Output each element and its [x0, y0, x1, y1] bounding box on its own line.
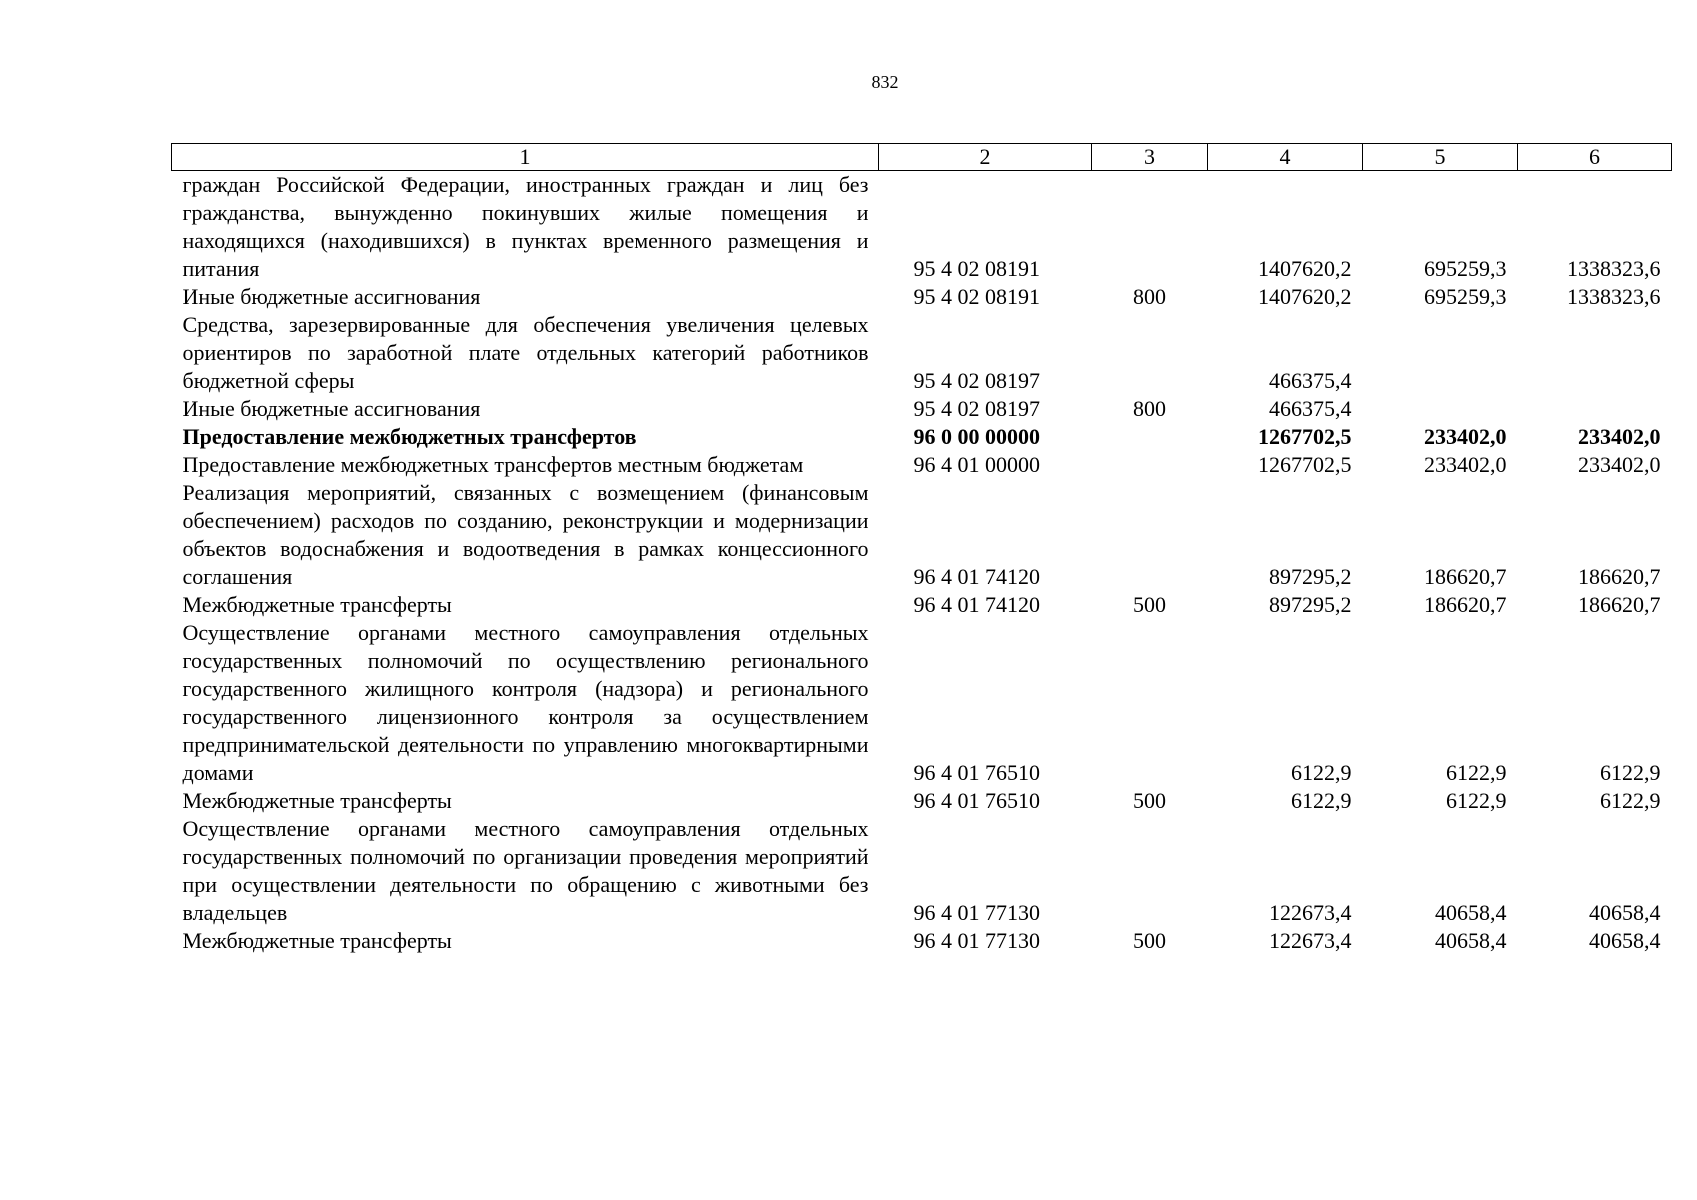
- table-row: [172, 423, 1672, 451]
- row-value-col4: 122673,4: [1269, 928, 1352, 953]
- row-value-col5: 40658,4: [1435, 928, 1507, 953]
- row-value-col5: 186620,7: [1424, 592, 1507, 617]
- row-expense-type: [1092, 479, 1208, 591]
- row-value-col4: 1407620,2: [1258, 284, 1352, 309]
- row-value-col5: 233402,0: [1424, 424, 1507, 449]
- row-code: 96 0 00 00000: [913, 424, 1040, 449]
- row-name: Средства, зарезервированные для обеспечения увеличения целевых ориентиров по заработной плате отдельных категорий работников бюджетной сферы: [182, 312, 869, 393]
- row-value-col5: 233402,0: [1424, 452, 1507, 477]
- row-code: 96 4 01 76510: [913, 788, 1040, 813]
- row-value-col4: 466375,4: [1269, 368, 1352, 393]
- page-number: 832: [871, 72, 899, 92]
- row-name: граждан Российской Федерации, иностранных граждан и лиц без гражданства, вынужденно покинувших жилые помещения и находящихся (находившихся) в пунктах временного размещения и питания: [182, 172, 869, 281]
- row-value-col4: 897295,2: [1269, 592, 1352, 617]
- row-value-col5: 6122,9: [1446, 760, 1507, 785]
- row-value-col6: 6122,9: [1600, 760, 1661, 785]
- table-row: [172, 591, 1672, 619]
- row-value-col4: 1407620,2: [1258, 256, 1352, 281]
- row-name: Предоставление межбюджетных трансфертов: [182, 424, 637, 449]
- row-value-col4: 466375,4: [1269, 396, 1352, 421]
- row-code: 95 4 02 08191: [913, 256, 1040, 281]
- row-value-col4: 1267702,5: [1258, 452, 1352, 477]
- budget-table: [171, 143, 1672, 955]
- row-value-col6: [1518, 395, 1672, 423]
- header-col-6: 6: [1518, 144, 1672, 171]
- header-col-3: 3: [1092, 144, 1208, 171]
- budget-table-container: [171, 143, 1671, 955]
- row-value-col6: 40658,4: [1589, 900, 1661, 925]
- row-name: Межбюджетные трансферты: [182, 592, 452, 617]
- row-value-col5: [1363, 311, 1518, 395]
- row-value-col5: 695259,3: [1424, 256, 1507, 281]
- table-row: [172, 787, 1672, 815]
- row-expense-type: 500: [1133, 788, 1166, 813]
- row-expense-type: 500: [1133, 592, 1166, 617]
- table-row: [172, 311, 1672, 395]
- row-value-col6: 1338323,6: [1567, 256, 1661, 281]
- row-value-col6: 233402,0: [1578, 424, 1661, 449]
- row-expense-type: [1092, 451, 1208, 479]
- row-expense-type: 800: [1133, 396, 1166, 421]
- row-expense-type: [1092, 171, 1208, 284]
- row-value-col5: 186620,7: [1424, 564, 1507, 589]
- row-code: 95 4 02 08197: [913, 368, 1040, 393]
- row-name: Осуществление органами местного самоуправления отдельных государственных полномочий по организации проведения мероприятий при осуществлении деятельности по обращению с животными без владельцев: [182, 816, 869, 925]
- row-value-col4: 6122,9: [1291, 788, 1352, 813]
- row-code: 96 4 01 76510: [913, 760, 1040, 785]
- table-row: [172, 815, 1672, 927]
- row-expense-type: [1092, 423, 1208, 451]
- row-name: Предоставление межбюджетных трансфертов местным бюджетам: [182, 452, 804, 477]
- row-code: 96 4 01 77130: [913, 900, 1040, 925]
- row-name: Реализация мероприятий, связанных с возмещением (финансовым обеспечением) расходов по созданию, реконструкции и модернизации объектов водоснабжения и водоотведения в рамках концессионного соглашения: [182, 480, 869, 589]
- row-name: Иные бюджетные ассигнования: [182, 284, 481, 309]
- header-row: [172, 144, 1672, 171]
- row-value-col6: 233402,0: [1578, 452, 1661, 477]
- table-row: [172, 927, 1672, 955]
- row-name: Осуществление органами местного самоуправления отдельных государственных полномочий по осуществлению регионального государственного жилищного контроля (надзора) и регионального государственного лицензионного контроля за осуществлением предпринимательской деятельности по управлению многоквартирными домами: [182, 620, 869, 785]
- row-code: 95 4 02 08197: [913, 396, 1040, 421]
- row-expense-type: [1092, 311, 1208, 395]
- table-header: [172, 144, 1672, 171]
- row-expense-type: [1092, 815, 1208, 927]
- row-value-col5: 6122,9: [1446, 788, 1507, 813]
- header-col-1: 1: [172, 144, 879, 171]
- row-name: Межбюджетные трансферты: [182, 928, 452, 953]
- row-value-col6: 1338323,6: [1567, 284, 1661, 309]
- table-row: [172, 283, 1672, 311]
- row-name: Межбюджетные трансферты: [182, 788, 452, 813]
- header-col-2: 2: [879, 144, 1092, 171]
- row-value-col4: 897295,2: [1269, 564, 1352, 589]
- row-code: 95 4 02 08191: [913, 284, 1040, 309]
- header-col-4: 4: [1208, 144, 1363, 171]
- row-code: 96 4 01 74120: [913, 564, 1040, 589]
- table-row: [172, 479, 1672, 591]
- row-value-col4: 122673,4: [1269, 900, 1352, 925]
- table-row: [172, 395, 1672, 423]
- row-value-col5: 40658,4: [1435, 900, 1507, 925]
- row-expense-type: 800: [1133, 284, 1166, 309]
- row-value-col5: 695259,3: [1424, 284, 1507, 309]
- table-row: [172, 619, 1672, 787]
- table-body: [172, 171, 1672, 956]
- row-code: 96 4 01 74120: [913, 592, 1040, 617]
- row-code: 96 4 01 77130: [913, 928, 1040, 953]
- row-expense-type: [1092, 619, 1208, 787]
- row-name: Иные бюджетные ассигнования: [182, 396, 481, 421]
- row-expense-type: 500: [1133, 928, 1166, 953]
- row-value-col6: [1518, 311, 1672, 395]
- row-value-col4: 6122,9: [1291, 760, 1352, 785]
- row-value-col6: 186620,7: [1578, 592, 1661, 617]
- row-code: 96 4 01 00000: [913, 452, 1040, 477]
- row-value-col5: [1363, 395, 1518, 423]
- table-row: [172, 451, 1672, 479]
- table-row: [172, 171, 1672, 284]
- row-value-col6: 186620,7: [1578, 564, 1661, 589]
- row-value-col6: 6122,9: [1600, 788, 1661, 813]
- row-value-col4: 1267702,5: [1258, 424, 1352, 449]
- row-value-col6: 40658,4: [1589, 928, 1661, 953]
- header-col-5: 5: [1363, 144, 1518, 171]
